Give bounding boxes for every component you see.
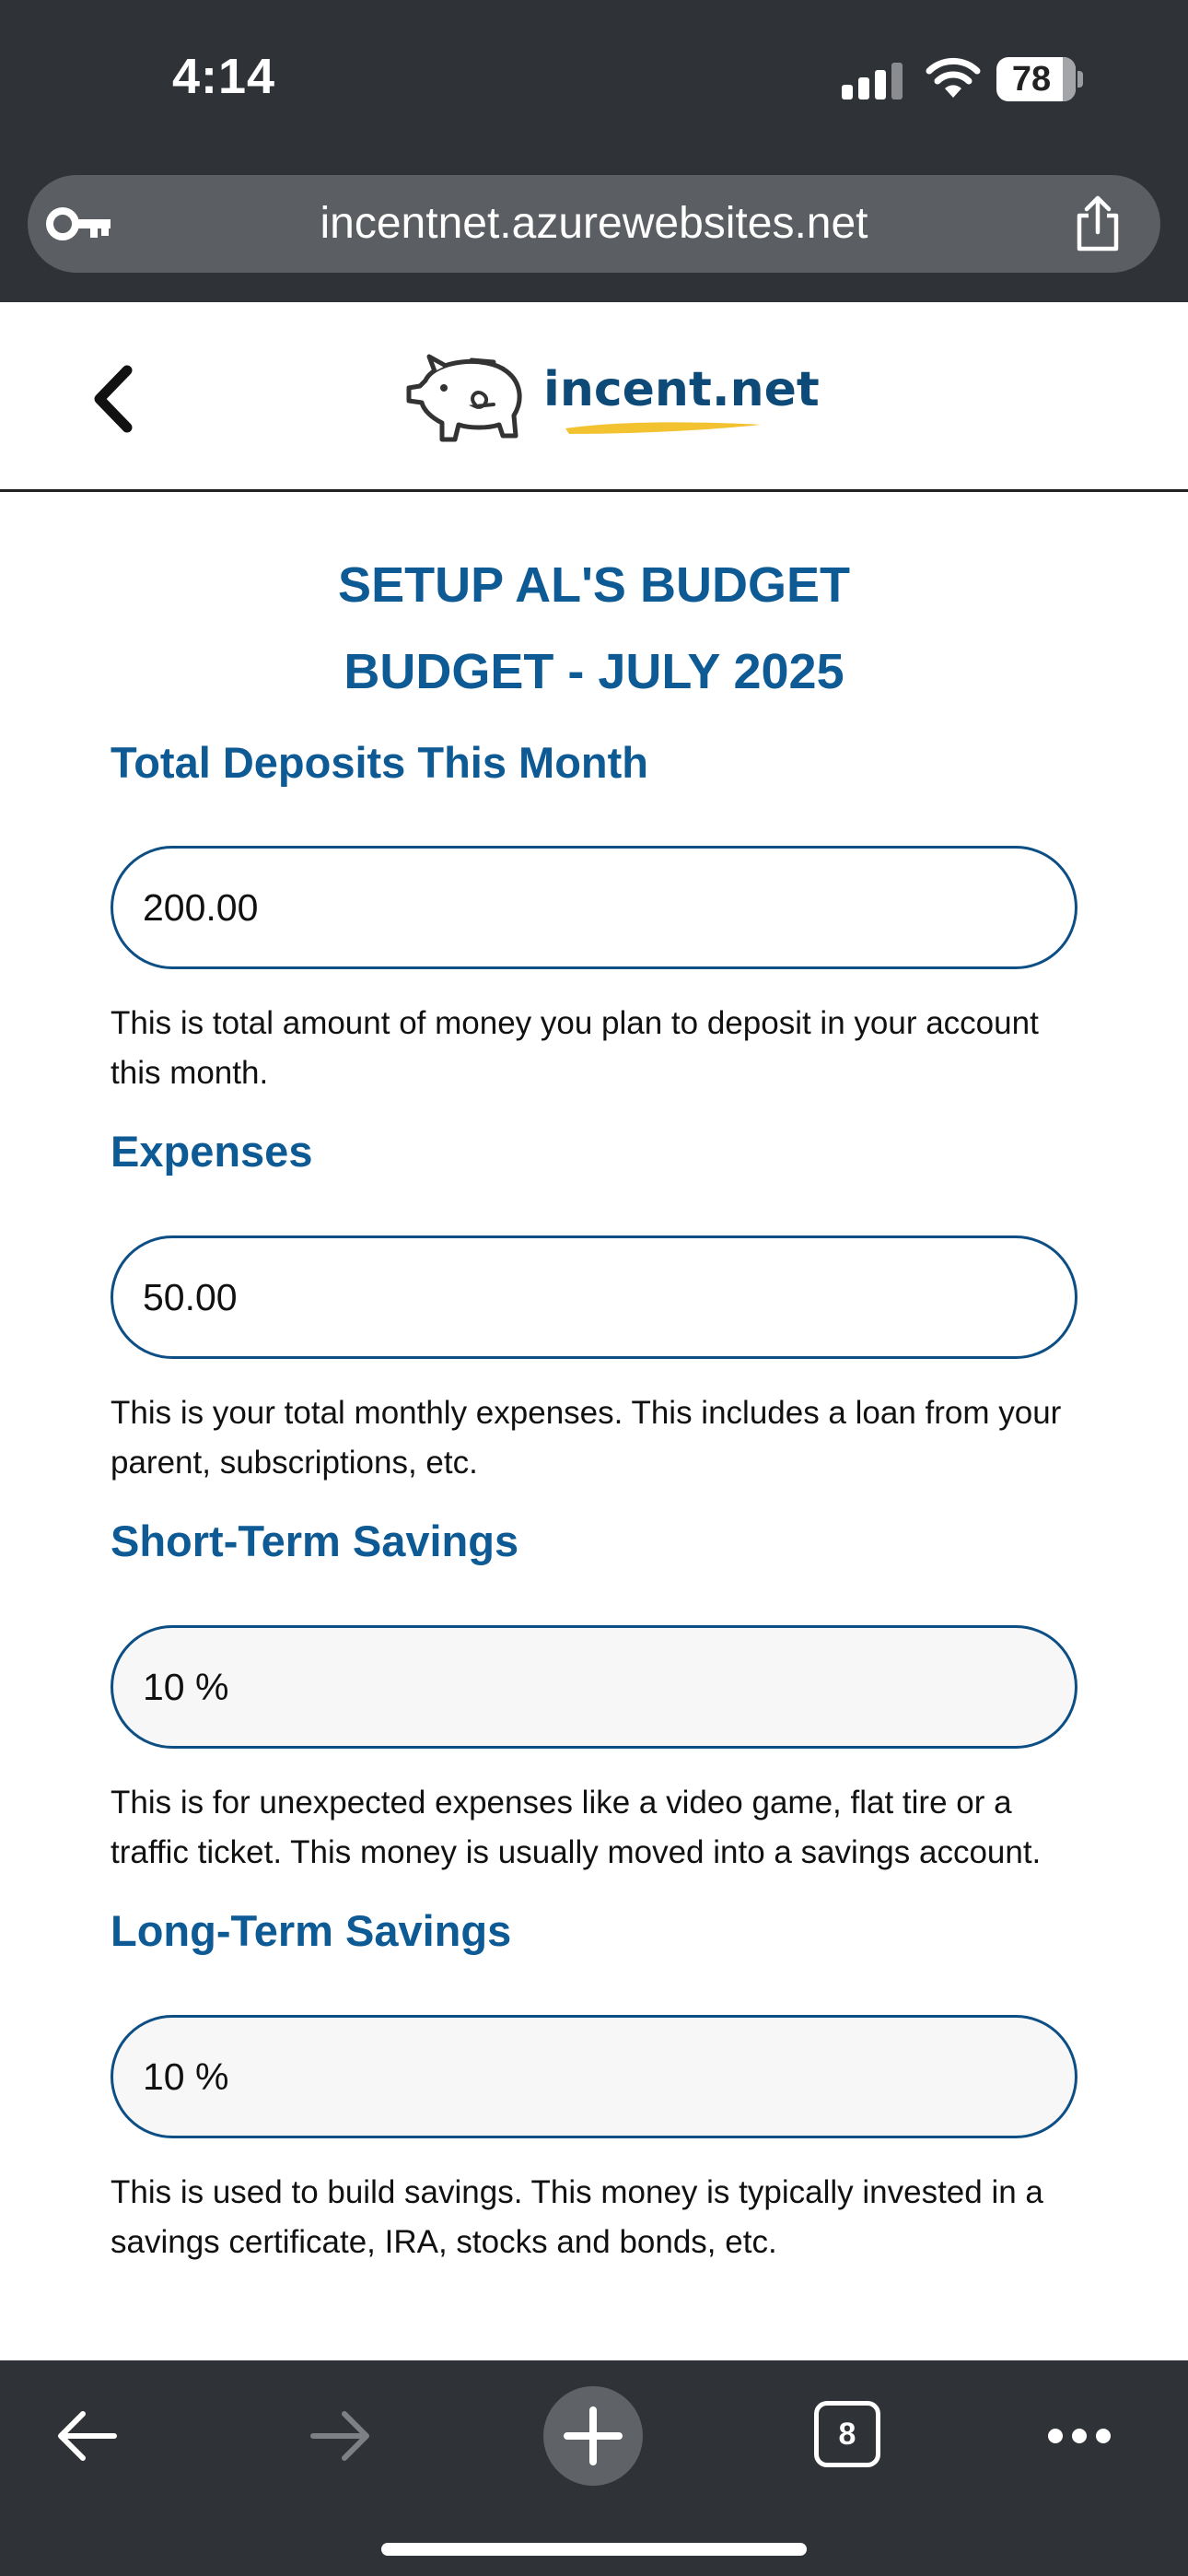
plus-icon xyxy=(543,2386,643,2486)
site-logo[interactable] xyxy=(398,344,820,454)
chevron-left-icon[interactable] xyxy=(81,357,146,440)
long-term-savings-label: Long-Term Savings xyxy=(111,1906,512,1955)
short-term-savings-label: Short-Term Savings xyxy=(111,1516,519,1565)
home-indicator[interactable] xyxy=(381,2543,807,2556)
tabs-button[interactable]: 8 xyxy=(814,2401,880,2467)
address-bar[interactable] xyxy=(28,175,1160,273)
page-title: SETUP AL'S BUDGET xyxy=(338,557,850,613)
total-deposits-input[interactable] xyxy=(111,846,1077,969)
battery-icon xyxy=(996,57,1083,101)
expenses-input[interactable] xyxy=(111,1235,1077,1359)
battery-level: 78 xyxy=(1011,60,1052,99)
wifi-icon xyxy=(925,57,982,100)
total-deposits-help: This is total amount of money you plan to deposit in your account this month. xyxy=(111,1005,1039,1091)
short-term-savings-help: This is for unexpected expenses like a video game, flat tire or a traffic ticket. This money is usually moved into a savings account. xyxy=(111,1785,1042,1870)
arrow-right-icon[interactable] xyxy=(308,2406,374,2465)
new-tab-button[interactable] xyxy=(543,2386,643,2486)
expenses-label: Expenses xyxy=(111,1127,313,1176)
browser-top-bar xyxy=(0,0,1188,302)
logo-text: incent.net xyxy=(543,362,820,417)
share-icon[interactable] xyxy=(1072,195,1124,252)
status-time: 4:14 xyxy=(172,49,276,104)
more-options-icon[interactable] xyxy=(1046,2427,1112,2445)
expenses-help: This is your total monthly expenses. This includes a loan from your parent, subscriptions, etc. xyxy=(111,1395,1062,1481)
site-header xyxy=(0,302,1188,492)
page-subtitle: BUDGET - JULY 2025 xyxy=(344,644,844,699)
long-term-savings-input[interactable] xyxy=(111,2015,1077,2138)
arrow-left-icon[interactable] xyxy=(53,2406,120,2465)
short-term-savings-input[interactable] xyxy=(111,1625,1077,1749)
logo-underline xyxy=(562,416,764,438)
url-text[interactable]: incentnet.azurewebsites.net xyxy=(320,199,868,248)
long-term-savings-help: This is used to build savings. This money is typically invested in a savings certificate, IRA, stocks and bonds, etc. xyxy=(111,2174,1043,2260)
total-deposits-label: Total Deposits This Month xyxy=(111,738,648,787)
cellular-signal-icon xyxy=(842,61,903,100)
key-icon[interactable] xyxy=(46,199,112,249)
piggy-bank-icon xyxy=(398,344,545,454)
